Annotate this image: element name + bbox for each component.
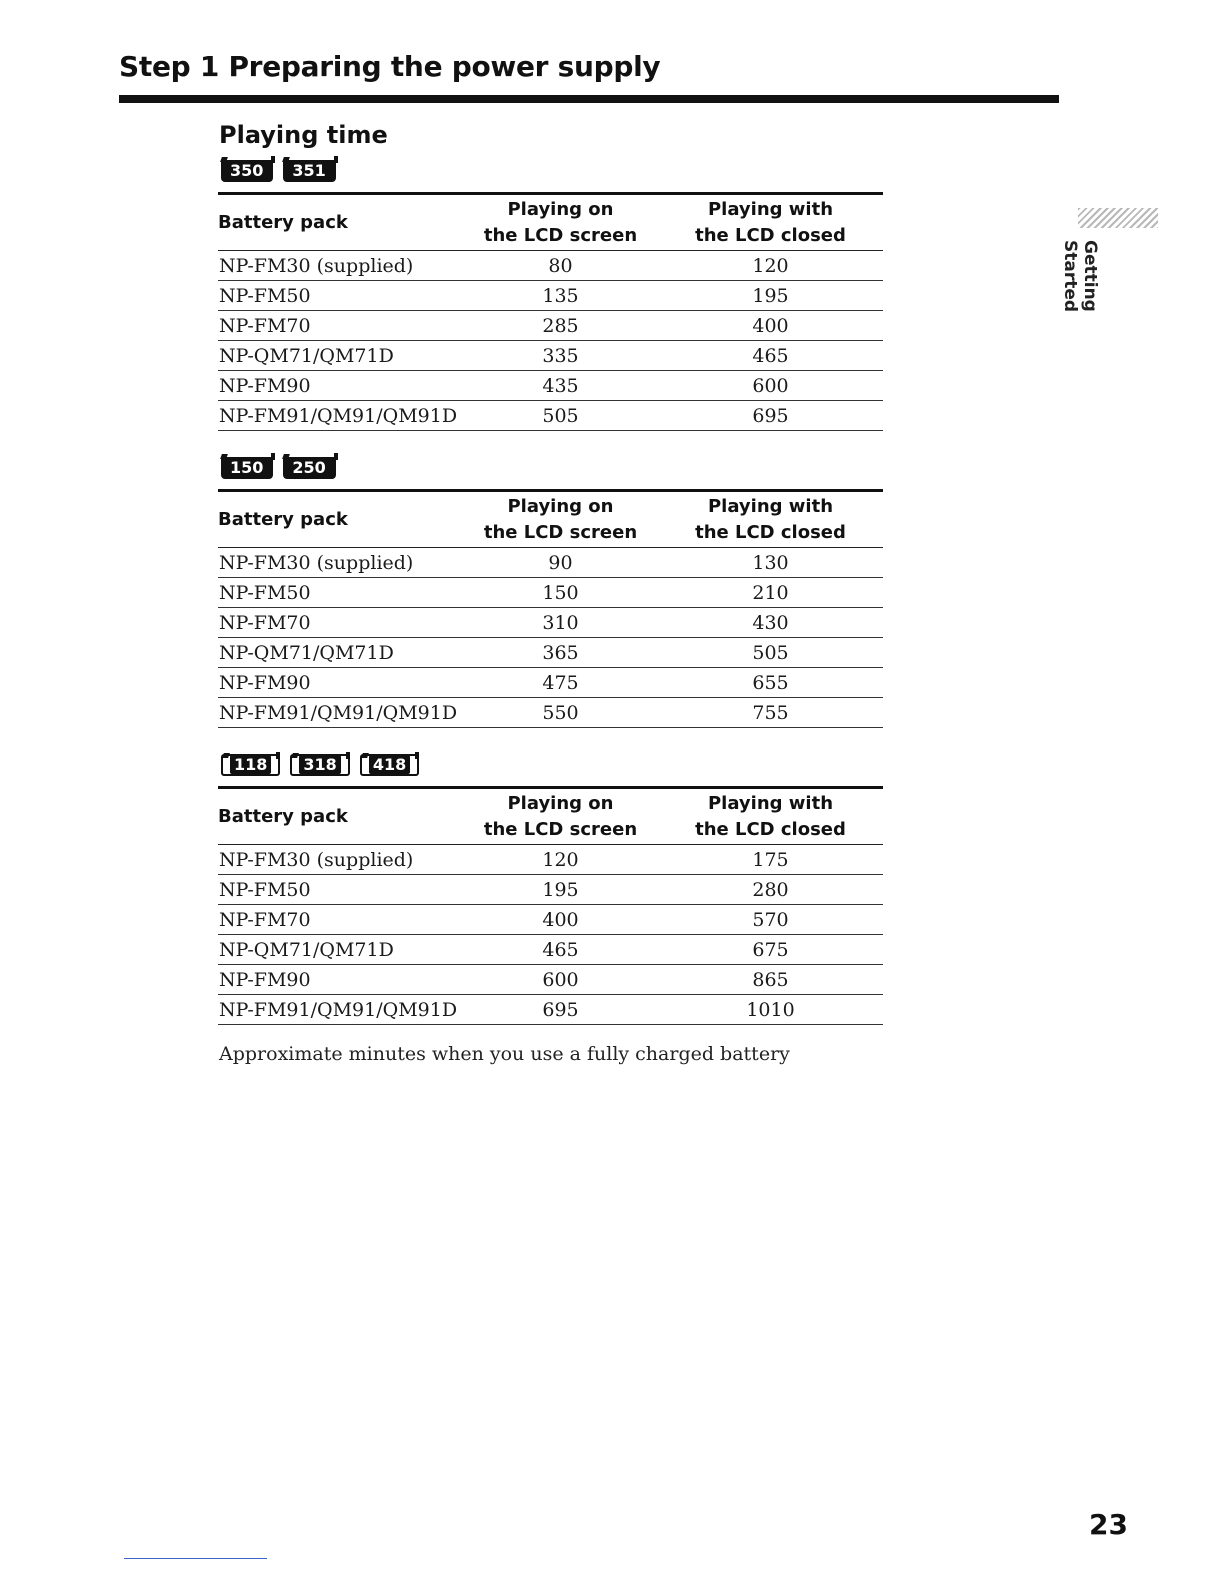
cell-closed-minutes: 195 <box>658 281 883 311</box>
cell-lcd-minutes: 150 <box>463 578 658 608</box>
cell-battery: NP-FM91/QM91/QM91D <box>218 401 463 431</box>
cell-closed-minutes: 400 <box>658 311 883 341</box>
cell-lcd-minutes: 90 <box>463 548 658 578</box>
table-row <box>218 965 883 995</box>
table-row <box>218 935 883 965</box>
model-badge-label: 418 <box>369 755 410 774</box>
table-row <box>218 311 883 341</box>
cell-closed-minutes: 175 <box>658 845 883 875</box>
table-row <box>218 698 883 728</box>
col-battery-pack: Battery pack <box>218 491 463 548</box>
cell-lcd-minutes: 310 <box>463 608 658 638</box>
cell-closed-minutes: 600 <box>658 371 883 401</box>
table-header-row <box>218 194 883 251</box>
model-badge <box>290 754 349 776</box>
cell-lcd-minutes: 505 <box>463 401 658 431</box>
page-header-title: Step 1 Preparing the power supply <box>119 50 661 83</box>
model-badges-3 <box>221 752 419 778</box>
col-battery-pack: Battery pack <box>218 194 463 251</box>
model-badge: 150 <box>221 457 273 479</box>
col-lcd-screen <box>463 491 658 548</box>
model-badge: 350 <box>221 160 273 182</box>
table-header-row <box>218 788 883 845</box>
model-badge <box>360 754 419 776</box>
cell-battery: NP-FM90 <box>218 668 463 698</box>
cell-closed-minutes: 120 <box>658 251 883 281</box>
cell-closed-minutes: 505 <box>658 638 883 668</box>
col-closed-line1: Playing with <box>707 793 834 814</box>
table-row <box>218 875 883 905</box>
col-lcd-line1: Playing on <box>507 793 614 814</box>
cell-closed-minutes: 865 <box>658 965 883 995</box>
table-row <box>218 401 883 431</box>
cell-battery: NP-FM90 <box>218 965 463 995</box>
cell-battery: NP-FM70 <box>218 311 463 341</box>
model-badge <box>221 754 280 776</box>
cell-battery: NP-FM90 <box>218 371 463 401</box>
table-row <box>218 371 883 401</box>
col-lcd-line1: Playing on <box>507 199 614 220</box>
cell-lcd-minutes: 135 <box>463 281 658 311</box>
col-closed-line2: the LCD closed <box>695 225 846 246</box>
cell-lcd-minutes: 475 <box>463 668 658 698</box>
col-lcd-line2: the LCD screen <box>483 225 638 246</box>
cell-battery: NP-QM71/QM71D <box>218 638 463 668</box>
cell-battery: NP-QM71/QM71D <box>218 935 463 965</box>
cell-closed-minutes: 430 <box>658 608 883 638</box>
col-lcd-closed <box>658 788 883 845</box>
cell-closed-minutes: 1010 <box>658 995 883 1025</box>
cell-closed-minutes: 570 <box>658 905 883 935</box>
cell-lcd-minutes: 400 <box>463 905 658 935</box>
col-lcd-line2: the LCD screen <box>483 819 638 840</box>
page-number: 23 <box>1089 1508 1128 1541</box>
table-row <box>218 995 883 1025</box>
section-tab-label: Getting Started <box>1060 240 1100 313</box>
cell-battery: NP-QM71/QM71D <box>218 341 463 371</box>
table-row <box>218 341 883 371</box>
col-lcd-closed <box>658 491 883 548</box>
col-lcd-line2: the LCD screen <box>483 522 638 543</box>
section-tab-hatch <box>1078 208 1158 228</box>
cell-lcd-minutes: 285 <box>463 311 658 341</box>
col-closed-line1: Playing with <box>707 496 834 517</box>
model-badge: 351 <box>283 160 335 182</box>
cell-closed-minutes: 695 <box>658 401 883 431</box>
col-lcd-closed <box>658 194 883 251</box>
cell-battery: NP-FM70 <box>218 608 463 638</box>
cell-lcd-minutes: 465 <box>463 935 658 965</box>
cell-battery: NP-FM50 <box>218 875 463 905</box>
table-row <box>218 668 883 698</box>
col-lcd-screen <box>463 194 658 251</box>
model-badge: 250 <box>283 457 335 479</box>
cell-battery: NP-FM30 (supplied) <box>218 845 463 875</box>
cell-battery: NP-FM91/QM91/QM91D <box>218 698 463 728</box>
cell-battery: NP-FM30 (supplied) <box>218 548 463 578</box>
cell-closed-minutes: 280 <box>658 875 883 905</box>
cell-battery: NP-FM30 (supplied) <box>218 251 463 281</box>
cell-battery: NP-FM50 <box>218 281 463 311</box>
model-badges-2 <box>221 455 336 481</box>
cell-battery: NP-FM50 <box>218 578 463 608</box>
header-rule <box>119 95 1059 103</box>
cell-closed-minutes: 755 <box>658 698 883 728</box>
footnote: Approximate minutes when you use a fully charged battery <box>219 1043 790 1065</box>
cell-lcd-minutes: 435 <box>463 371 658 401</box>
cell-closed-minutes: 655 <box>658 668 883 698</box>
model-badge-label: 118 <box>230 755 271 774</box>
table-row <box>218 845 883 875</box>
cell-closed-minutes: 210 <box>658 578 883 608</box>
playing-time-table-3 <box>218 786 883 1025</box>
playing-time-table-1 <box>218 192 883 431</box>
model-badge-label: 318 <box>299 755 340 774</box>
table-row <box>218 638 883 668</box>
table-row <box>218 281 883 311</box>
col-battery-pack: Battery pack <box>218 788 463 845</box>
cell-closed-minutes: 675 <box>658 935 883 965</box>
cell-battery: NP-FM91/QM91/QM91D <box>218 995 463 1025</box>
col-lcd-screen <box>463 788 658 845</box>
cell-lcd-minutes: 335 <box>463 341 658 371</box>
section-heading: Playing time <box>219 121 388 149</box>
col-closed-line1: Playing with <box>707 199 834 220</box>
cell-closed-minutes: 130 <box>658 548 883 578</box>
footer-rule <box>124 1558 267 1559</box>
playing-time-table-2 <box>218 489 883 728</box>
model-badges-1 <box>221 158 336 184</box>
table-row <box>218 608 883 638</box>
table-row <box>218 548 883 578</box>
col-lcd-line1: Playing on <box>507 496 614 517</box>
cell-lcd-minutes: 195 <box>463 875 658 905</box>
cell-lcd-minutes: 120 <box>463 845 658 875</box>
table-row <box>218 578 883 608</box>
col-closed-line2: the LCD closed <box>695 522 846 543</box>
col-closed-line2: the LCD closed <box>695 819 846 840</box>
cell-lcd-minutes: 80 <box>463 251 658 281</box>
cell-lcd-minutes: 695 <box>463 995 658 1025</box>
cell-battery: NP-FM70 <box>218 905 463 935</box>
table-header-row <box>218 491 883 548</box>
cell-lcd-minutes: 365 <box>463 638 658 668</box>
cell-lcd-minutes: 600 <box>463 965 658 995</box>
cell-lcd-minutes: 550 <box>463 698 658 728</box>
table-row <box>218 251 883 281</box>
table-row <box>218 905 883 935</box>
cell-closed-minutes: 465 <box>658 341 883 371</box>
